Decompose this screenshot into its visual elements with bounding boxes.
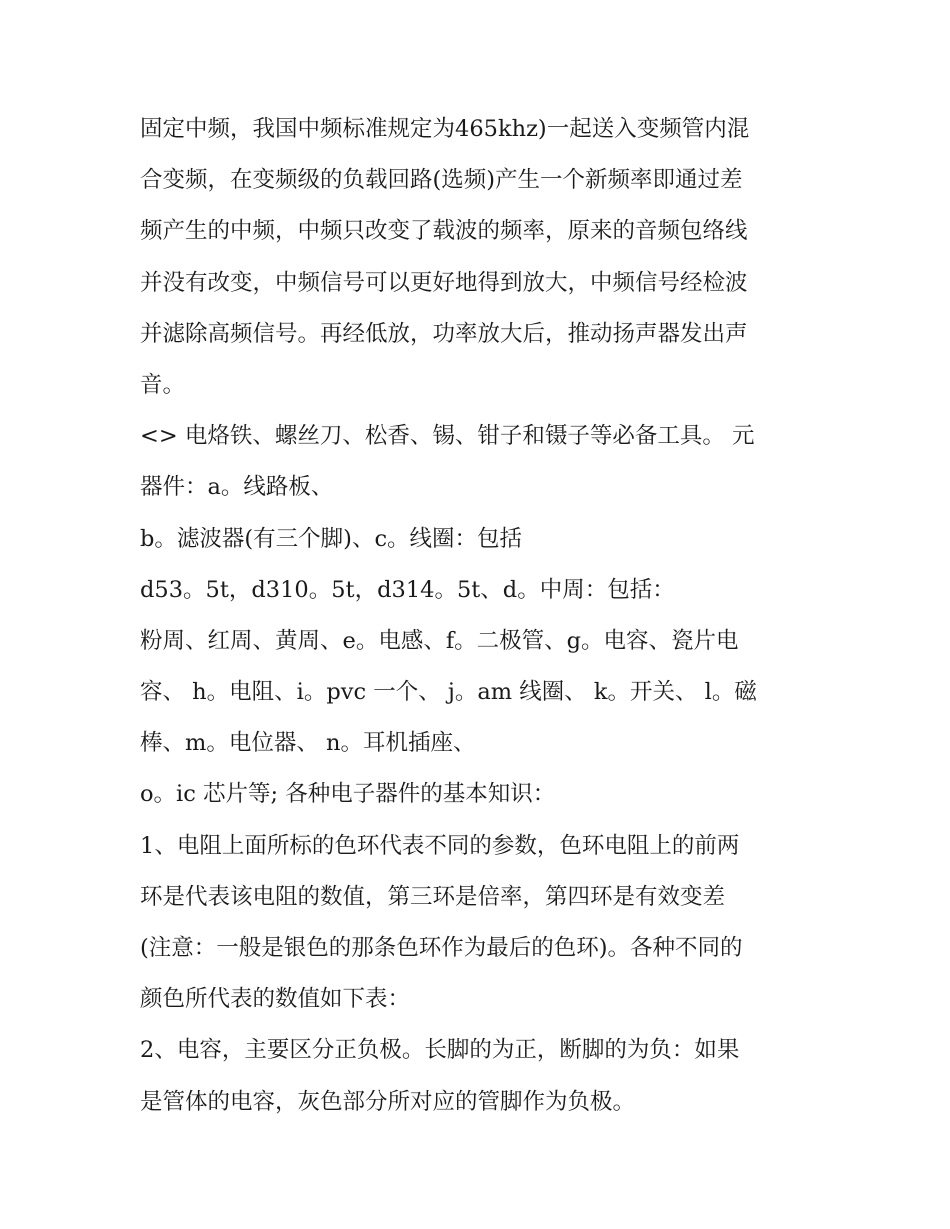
text-line: (注意：一般是银色的那条色环作为最后的色环)。各种不同的 — [140, 935, 743, 961]
text-line: b。滤波器(有三个脚)、c。线圈：包括 — [140, 525, 523, 552]
text-line: <> 电烙铁、螺丝刀、松香、锡、钳子和镊子等必备工具。 元 — [140, 423, 755, 450]
text-line: 容、 h。电阻、i。pvc 一个、 j。am 线圈、 k。开关、 l。磁 — [140, 679, 757, 706]
document-body — [140, 104, 820, 1128]
text-line: 颜色所代表的数值如下表： — [140, 986, 411, 1013]
text-line: 器件：a。线路板、 — [140, 474, 334, 501]
text-line: 棒、m。电位器、 n。耳机插座、 — [140, 730, 476, 757]
text-line: 频产生的中频，中频只改变了载波的频率，原来的音频包络线 — [140, 218, 748, 245]
text-line: 合变频，在变频级的负载回路(选频)产生一个新频率即通过差 — [140, 167, 743, 194]
text-line: 固定中频，我国中频标准规定为465khz)一起送入变频管内混 — [140, 116, 750, 142]
text-line: 并滤除高频信号。再经低放，功率放大后，推动扬声器发出声 — [140, 320, 748, 347]
text-line: 2、电容，主要区分正负极。长脚的为正，断脚的为负：如果 — [140, 1037, 740, 1064]
text-line: 音。 — [140, 371, 186, 398]
text-line: 粉周、红周、黄周、e。电感、f。二极管、g。电容、瓷片电 — [140, 627, 739, 654]
text-line: 1、电阻上面所标的色环代表不同的参数，色环电阻上的前两 — [140, 832, 740, 859]
text-line: 是管体的电容，灰色部分所对应的管脚作为负极。 — [140, 1088, 636, 1115]
text-line: 并没有改变，中频信号可以更好地得到放大，中频信号经检波 — [140, 269, 748, 296]
text-line: d53。5t，d310。5t，d314。5t、d。中周：包括： — [140, 576, 675, 603]
text-line: 环是代表该电阻的数值，第三环是倍率，第四环是有效变差 — [140, 883, 726, 910]
text-line: o。ic 芯片等; 各种电子器件的基本知识： — [140, 781, 556, 808]
